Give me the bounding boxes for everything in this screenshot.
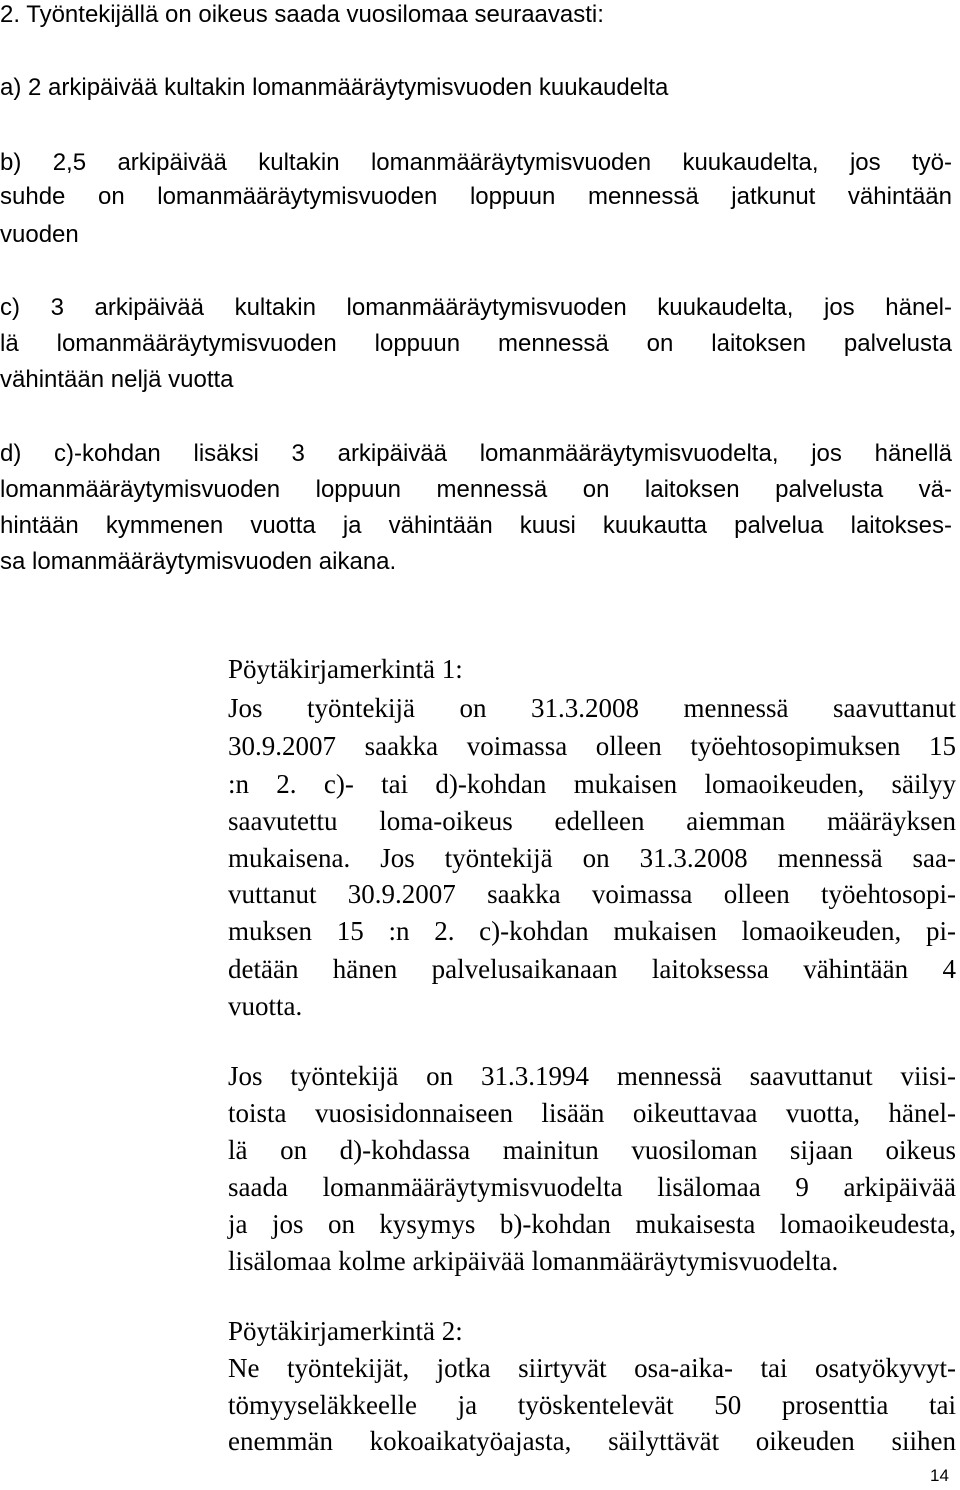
item-b-line: b) 2,5 arkipäivää kultakin lomanmääräytymisvuoden kuukaudelta, jos työ- [0,149,952,176]
note-2-heading: Pöytäkirjamerkintä 2: [228,1316,463,1346]
note-1-line: 30.9.2007 saakka voimassa olleen työehtosopimuksen 15 [228,731,956,761]
note-1b-line: lä on d)-kohdassa mainitun vuosiloman sijaan oikeus [228,1135,956,1165]
note-1-heading: Pöytäkirjamerkintä 1: [228,654,463,684]
page-number: 14 [930,1466,949,1485]
note-1-line: vuttanut 30.9.2007 saakka voimassa olleen työehtosopi- [228,879,956,909]
note-1b-line: saada lomanmääräytymisvuodelta lisälomaa 9 arkipäivää [228,1172,956,1202]
item-b-line: vuoden [0,221,79,248]
note-1-line: muksen 15 :n 2. c)-kohdan mukaisen lomaoikeuden, pi- [228,916,956,946]
note-2-line: Ne työntekijät, jotka siirtyvät osa-aika- tai osatyökyvyt- [228,1353,956,1383]
note-1b-line: Jos työntekijä on 31.3.1994 mennessä saavuttanut viisi- [228,1061,956,1091]
item-d-line: sa lomanmääräytymisvuoden aikana. [0,548,397,575]
item-d-line: lomanmääräytymisvuoden loppuun mennessä on laitoksen palvelusta vä- [0,476,952,503]
note-1-line: detään hänen palvelusaikanaan laitoksessa vähintään 4 [228,954,956,984]
note-2-line: enemmän kokoaikatyöajasta, säilyttävät oikeuden siihen [228,1426,956,1456]
note-1-line: Jos työntekijä on 31.3.2008 mennessä saavuttanut [228,693,956,723]
item-d-line: d) c)-kohdan lisäksi 3 arkipäivää lomanmääräytymisvuodelta, jos hänellä [0,440,952,467]
note-1-line: mukaisena. Jos työntekijä on 31.3.2008 mennessä saa- [228,843,956,873]
item-b-line: suhde on lomanmääräytymisvuoden loppuun mennessä jatkunut vähintään [0,183,952,210]
note-1b-line: toista vuosisidonnaiseen lisään oikeuttavaa vuotta, hänel- [228,1098,956,1128]
item-c-line: vähintään neljä vuotta [0,366,234,393]
item-c-line: lä lomanmääräytymisvuoden loppuun mennessä on laitoksen palvelusta [0,330,952,357]
note-1-line: :n 2. c)- tai d)-kohdan mukaisen lomaoikeuden, säilyy [228,769,956,799]
note-1b-line: ja jos on kysymys b)-kohdan mukaisesta lomaoikeudesta, [228,1209,956,1239]
section-heading: 2. Työntekijällä on oikeus saada vuosilomaa seuraavasti: [0,1,604,28]
item-c-line: c) 3 arkipäivää kultakin lomanmääräytymisvuoden kuukaudelta, jos hänel- [0,294,952,321]
note-1b-line: lisälomaa kolme arkipäivää lomanmääräytymisvuodelta. [228,1246,839,1276]
note-1-line: saavutettu loma-oikeus edelleen aiemman määräyksen [228,806,956,836]
note-2-line: tömyyseläkkeelle ja työskentelevät 50 prosenttia tai [228,1390,956,1420]
note-1-line: vuotta. [228,991,303,1021]
item-a-line: a) 2 arkipäivää kultakin lomanmääräytymisvuoden kuukaudelta [0,74,669,101]
item-d-line: hintään kymmenen vuotta ja vähintään kuusi kuukautta palvelua laitokses- [0,512,952,539]
